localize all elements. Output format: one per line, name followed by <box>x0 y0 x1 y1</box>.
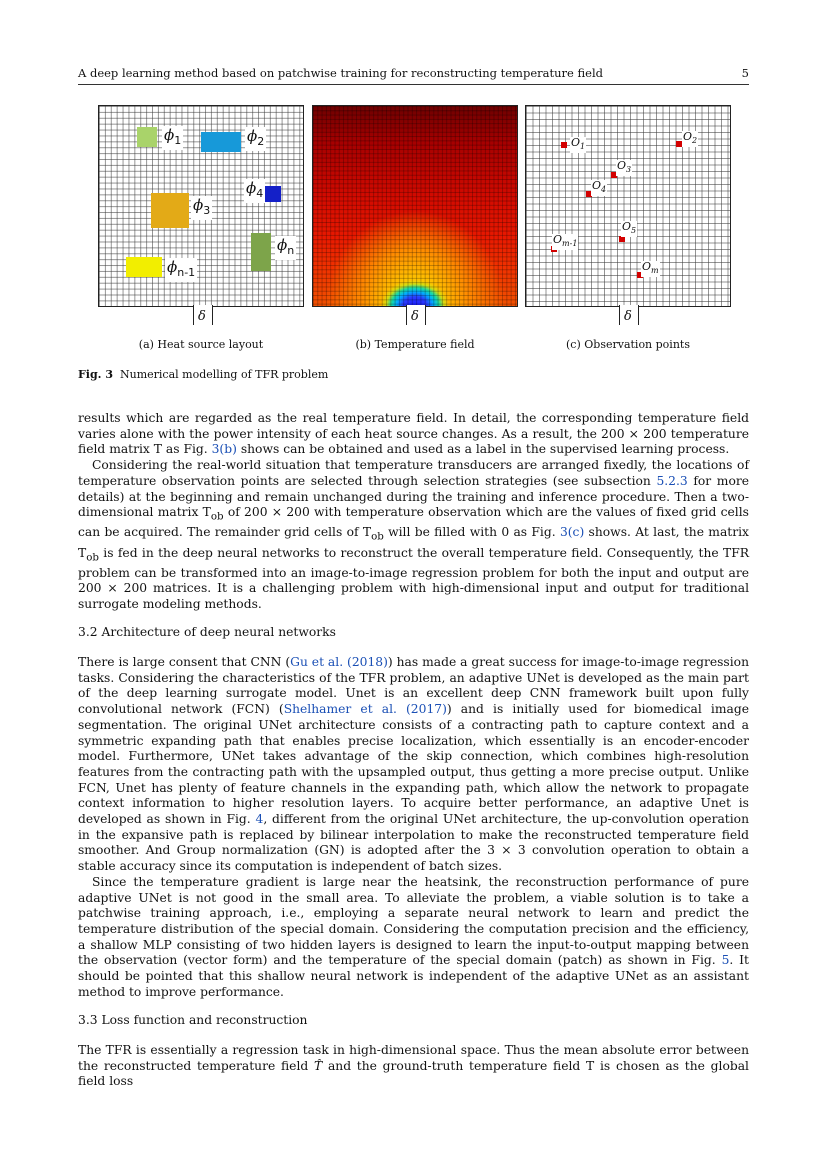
heat-source-n-minus-1 <box>126 257 162 277</box>
phi-3-label: $\phi_3$ <box>191 196 212 220</box>
subsection-523-link[interactable]: 5.2.3 <box>656 473 688 488</box>
heat-source-layout-panel <box>98 105 304 307</box>
section-3-2-body <box>78 655 749 1000</box>
heatsink-label-c: δ <box>624 309 632 324</box>
observation-label-3: $O_3$ <box>617 159 632 175</box>
phi-1-label: $\phi_1$ <box>162 126 183 150</box>
heat-source-n <box>251 233 271 271</box>
phi-n-label: $\phi_n$ <box>275 236 296 260</box>
subcaption-a: (a) Heat source layout <box>138 338 264 351</box>
observation-label-4: $O_4$ <box>592 179 607 195</box>
paragraph-loss: The TFR is essentially a regression task in high-dimensional space. Thus the mean absolute error between the reconstructed temperature field T̂ and the ground-truth temperature field T is chosen as the global field loss <box>78 1043 749 1089</box>
observation-label-1: $O_1$ <box>571 136 586 152</box>
observation-label-m-minus-1: $O_{m-1}$ <box>553 233 578 249</box>
paragraph-patchwise: Since the temperature gradient is large near the heatsink, the reconstruction performance of pure adaptive UNet is not good in the small area. To alleviate the problem, a viable solution is to take a patchwise training approach, i.e., employing a separate neural network to learn and predict the temperature distribution of the special domain. Considering the computation precision and the efficiency, a shallow MLP consisting of two hidden layers is designed to learn the input-to-output mapping between the observation (vector form) and the temperature of the special domain (patch) as shown in Fig. 5. It should be pointed that this shallow neural network is independent of the adaptive UNet as an assistant method to improve performance. <box>78 874 749 999</box>
section-3-3-heading: 3.3 Loss function and reconstruction <box>78 1013 308 1027</box>
temperature-field-panel <box>312 105 518 307</box>
observation-label-5: $O_5$ <box>622 220 637 236</box>
observation-points-panel <box>525 105 731 307</box>
section-3-3-body <box>78 1043 749 1090</box>
figure-caption <box>78 368 328 381</box>
observation-point-1 <box>561 142 567 148</box>
subcaption-b: (b) Temperature field <box>355 338 475 351</box>
heat-source-1 <box>137 127 157 147</box>
heat-source-2 <box>201 132 241 152</box>
running-header <box>78 66 749 80</box>
figure-caption-label: Fig. 3 <box>78 368 113 381</box>
running-title: A deep learning method based on patchwise training for reconstructing temperature field <box>78 66 603 80</box>
paragraph-observations: Considering the real-world situation that temperature transducers are arranged fixedly, the locations of temperature observation points are selected through selection strategies (see subsection 5.2.3 for more details) at the beginning and remain unchanged during the training and inference procedure. Then a two-dimensional matrix $T_{ob}$ of 200 × 200 with temperature observation which are the values of fixed grid cells can be acquired. The remainder grid cells of $T_{ob}$ will be filled with 0 as Fig. 3(c) shows. At last, the matrix $T_{ob}$ is fed in the deep neural networks to reconstruct the overall temperature field. Consequently, the TFR problem can be transformed into an image-to-image regression problem for both the input and output are 200 × 200 matrices. It is a challenging problem with high-dimensional input and output for traditional surrogate modeling methods. <box>78 458 750 612</box>
page-number: 5 <box>741 66 749 80</box>
body-text-top <box>78 411 749 613</box>
subcaption-c: (c) Observation points <box>566 338 690 351</box>
phi-n-minus-1-label: $\phi_{n-1}$ <box>165 258 197 282</box>
fig-3c-link[interactable]: 3(c) <box>559 525 585 540</box>
header-rule <box>78 84 749 85</box>
figure-caption-text: Numerical modelling of TFR problem <box>120 368 329 381</box>
observation-label-2: $O_2$ <box>683 130 698 146</box>
heatsink-label-b: δ <box>411 309 419 324</box>
fig-3b-link[interactable]: 3(b) <box>211 442 237 457</box>
observation-label-m: $O_m$ <box>642 260 659 276</box>
fig-4-link[interactable]: 4 <box>255 812 264 827</box>
shelhamer-2017-citation[interactable]: Shelhamer et al. (2017) <box>283 702 447 717</box>
section-3-2-heading: 3.2 Architecture of deep neural networks <box>78 625 336 639</box>
phi-2-label: $\phi_2$ <box>245 127 266 151</box>
heatsink-label-a: δ <box>198 309 206 324</box>
heat-source-3 <box>151 193 189 228</box>
gu-2018-citation[interactable]: Gu et al. (2018) <box>290 655 388 669</box>
paragraph-unet: There is large consent that CNN (Gu et al. (2018)) has made a great success for image-to-image regression tasks. Considering the characteristics of the TFR problem, an adaptive UNet is developed as the main part of the deep learning surrogate model. Unet is an excellent deep CNN framework built upon fully convolutional network (FCN) (Shelhamer et al. (2017)) and is initially used for biomedical image segmentation. The original UNet architecture consists of a contracting path to capture context and a symmetric expanding path that enables precise localization, which essentially is an encoder-encoder model. Furthermore, UNet takes advantage of the skip connection, which combines high-resolution features from the contracting path with the upsampled output, thus getting a more precise output. Unlike FCN, Unet has plenty of feature channels in the expanding path, which allow the network to propagate context information to higher resolution layers. To acquire better performance, an adaptive Unet is developed as shown in Fig. 4, different from the original UNet architecture, the up-convolution operation in the expansive path is replaced by bilinear interpolation to make the reconstructed temperature field smoother. And Group normalization (GN) is adopted after the 3 × 3 convolution operation to obtain a stable accuracy since its computation is independent of batch sizes. <box>78 655 749 874</box>
fig-5-link[interactable]: 5 <box>721 953 730 968</box>
paragraph-results: results which are regarded as the real temperature field. In detail, the corresponding temperature field varies alone with the power intensity of each heat source changes. As a result, the 200 × 200 temperature field matrix T as Fig. 3(b) shows can be obtained and used as a label in the supervised learning process. <box>78 411 749 457</box>
heat-source-4 <box>265 186 281 202</box>
phi-4-label: $\phi_4$ <box>244 179 265 203</box>
